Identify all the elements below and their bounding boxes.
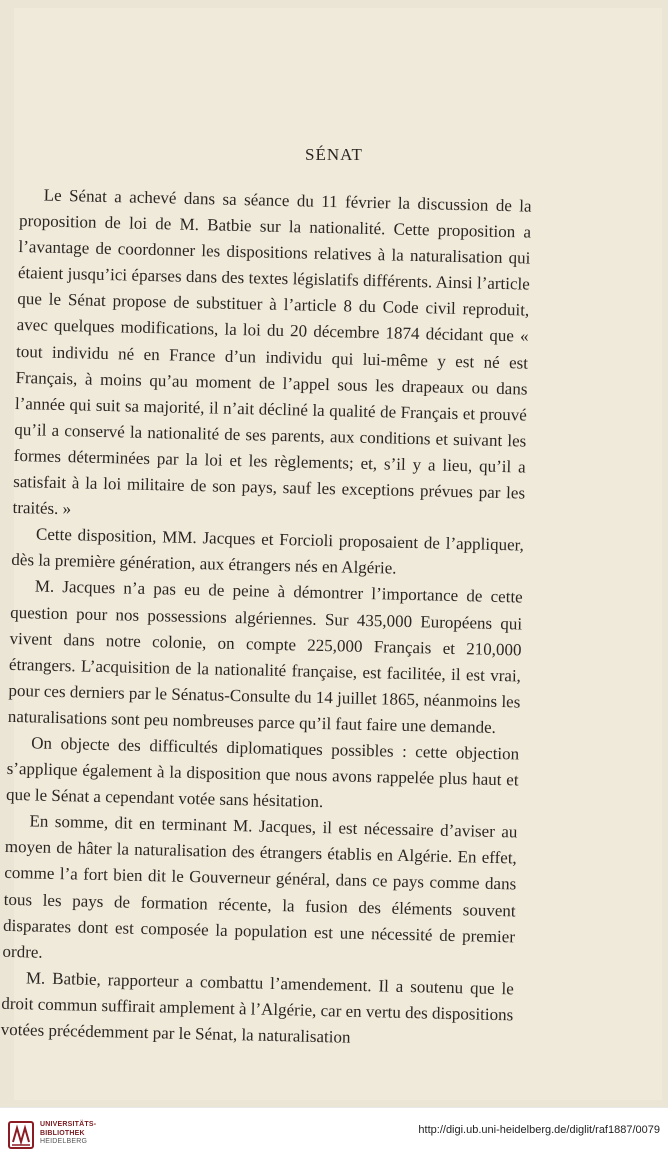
- logo-line: HEIDELBERG: [40, 1138, 88, 1145]
- paragraph: M. Batbie, rapporteur a combattu l’amendement. Il a soutenu que le droit commun suffirait amplement à l’Algérie, car en vertu des dispositions votées précédemment par le Sénat, la naturalisation: [0, 968, 515, 1047]
- body-text: [0, 182, 531, 1054]
- logo-line: UNIVERSITÄTS-: [40, 1121, 97, 1128]
- paragraph: Cette disposition, MM. Jacques et Forcioli proposaient de l’appliquer, dès la première génération, aux étrangers nés en Algérie.: [11, 524, 525, 578]
- paragraph: En somme, dit en terminant M. Jacques, il est nécessaire d’aviser au moyen de hâter la naturalisation des étrangers établis en Algérie. En effet, comme l’a fort bien dit le Gouverneur général, dans ce pays comme dans tous les pays de formation récente, la fusion des éléments souvent disparates dont est composée la population est une nécessité de premier ordre.: [2, 811, 518, 962]
- university-seal-icon[interactable]: [8, 1120, 34, 1150]
- page-title: SÉNAT: [305, 145, 363, 164]
- paragraph: Le Sénat a achevé dans sa séance du 11 février la discussion de la proposition de loi de M. Batbie sur la nationalité. Cette proposition a l’avantage de coordonner les dispositions relatives à la naturalisation qui étaient jusqu’ici éparses dans des textes législatifs différents. Ainsi l’article que le Sénat propose de substituer à l’article 8 du Code civil reproduit, avec quelques modifications, la loi du 20 décembre 1874 décidant que « tout individu né en France d’un individu qui lui-même y est né est Français, à moins qu’au moment de l’appel sous les drapeaux ou dans l’année qui suit sa majorité, il n’ait décliné la qualité de Français et prouvé qu’il a conservé la nationalité de ses parents, aux conditions et suivant les formes déterminées par la loi et les règlements; et, s’il y a lieu, qu’il a satisfait à la loi militaire de son pays, sauf les exceptions prévues par les traités. »: [12, 185, 532, 519]
- paragraph: On objecte des difficultés diplomatiques possibles : cette objection s’applique également à la disposition que nous avons rappelée plus haut et que le Sénat a cependant votée sans hésitation.: [5, 733, 520, 812]
- library-logo-text[interactable]: [40, 1121, 96, 1147]
- viewer-footer: [0, 1107, 668, 1160]
- logo-line: BIBLIOTHEK: [40, 1129, 85, 1137]
- permalink-url[interactable]: http://digi.ub.uni-heidelberg.de/diglit/raf1887/0079: [418, 1124, 660, 1136]
- paragraph: M. Jacques n’a pas eu de peine à démontrer l’importance de cette question pour nos possessions algériennes. Sur 435,000 Européens qui vivent dans notre colonie, on compte 225,000 Français et 210,000 étrangers. L’acquisition de la nationalité française, est facilitée, il est vrai, pour ces derniers par le Sénatus-Consulte du 14 juillet 1865, néanmoins les naturalisations sont peu nombreuses parce qu’il faut faire une demande.: [7, 576, 523, 737]
